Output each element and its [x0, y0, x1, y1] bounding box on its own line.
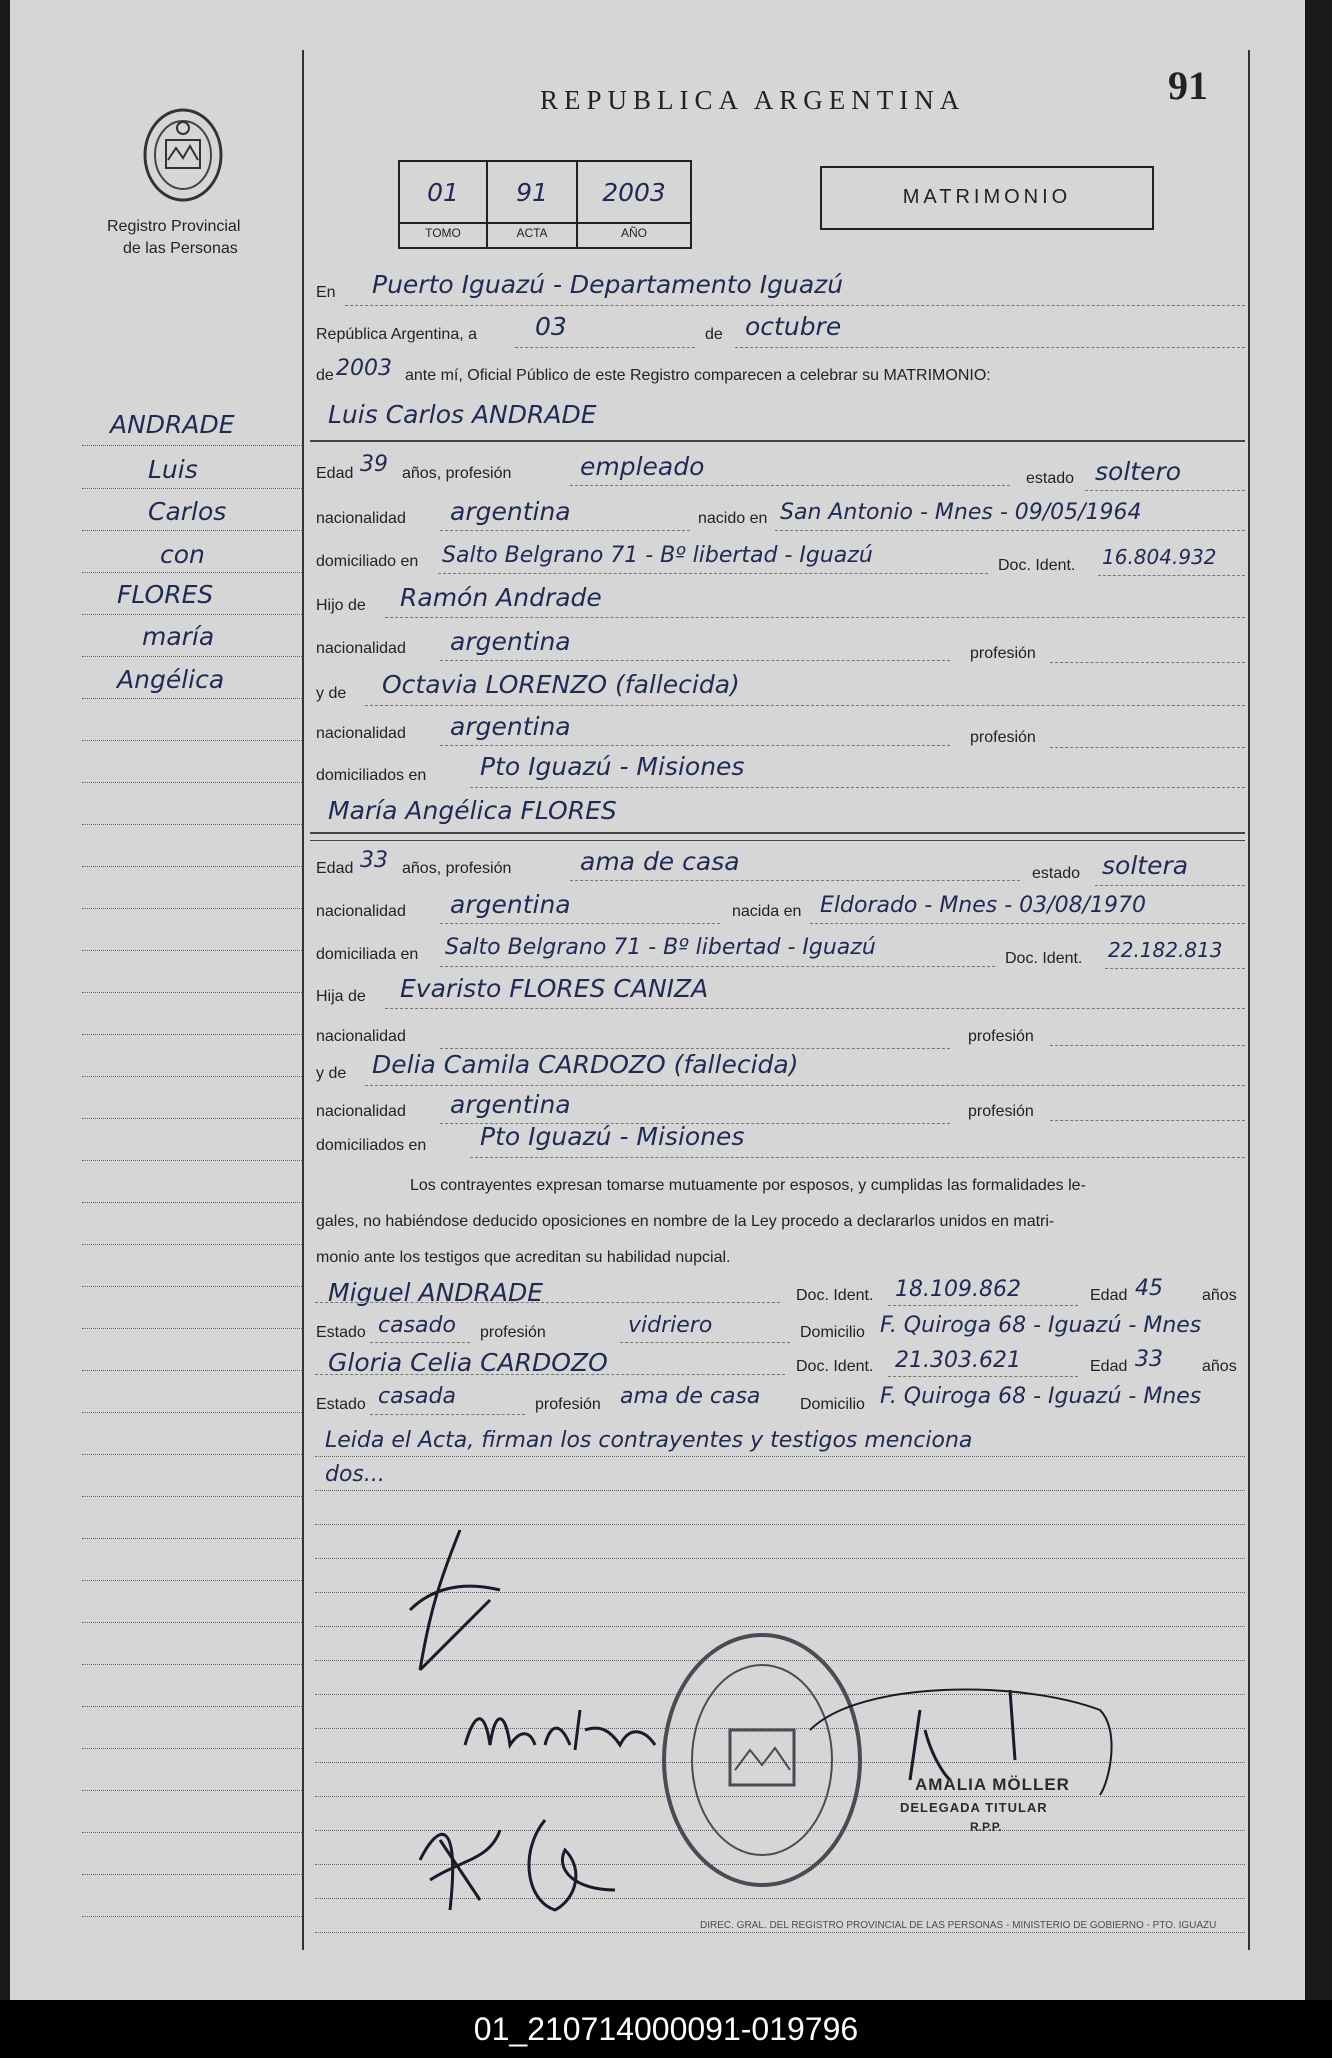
bride-nacionalidad-label: nacionalidad	[316, 903, 406, 920]
ano-label: AÑO	[620, 226, 647, 240]
witness2-estado-label: Estado	[316, 1396, 366, 1413]
witness2-doc: 21.303.621	[895, 1348, 1021, 1373]
witness1-profesion-label: profesión	[480, 1324, 546, 1341]
tomo-value: 01	[427, 178, 459, 207]
bride-hija-label: Hija de	[316, 988, 366, 1005]
official-org-stamp: R.P.P.	[970, 1820, 1002, 1834]
groom-father-nac: argentina	[450, 627, 571, 656]
witness2-doc-label: Doc. Ident.	[796, 1358, 874, 1375]
intro-text: ante mí, Oficial Público de este Registro comparecen a celebrar su MATRIMONIO:	[405, 367, 991, 384]
left-column-rule	[302, 50, 304, 1950]
margin-surname-bride: FLORES	[117, 580, 214, 609]
bride-doc: 22.182.813	[1108, 938, 1223, 962]
signature-witness2	[515, 1800, 625, 1920]
witness1-anos-label: años	[1202, 1287, 1237, 1304]
country-title: REPUBLICA ARGENTINA	[540, 85, 966, 115]
groom-edad: 39	[360, 452, 388, 477]
witness2-name: Gloria Celia CARDOZO	[328, 1348, 608, 1377]
bride-edad: 33	[360, 848, 388, 873]
witness1-estado: casado	[378, 1313, 456, 1338]
margin-given-groom-1: Luis	[148, 455, 198, 484]
witness2-edad: 33	[1135, 1347, 1163, 1372]
witness1-doc-label: Doc. Ident.	[796, 1287, 874, 1304]
official-seal-text: DIREC. GRAL. DEL REGISTRO PROVINCIAL DE LAS PERSONAS - MINISTERIO DE GOBIERNO - PTO. IGUAZU	[700, 1920, 1217, 1931]
bride-father: Evaristo FLORES CANIZA	[400, 974, 709, 1003]
margin-given-bride-2: Angélica	[117, 665, 225, 694]
witness1-profesion: vidriero	[628, 1313, 713, 1338]
bride-parents-dom: Pto Iguazú - Misiones	[480, 1122, 745, 1151]
witness2-profesion-label: profesión	[535, 1396, 601, 1413]
witness2-edad-label: Edad	[1090, 1358, 1128, 1375]
page-number: 91	[1168, 63, 1208, 108]
groom-nacionalidad-label: nacionalidad	[316, 510, 406, 527]
bride-profesion-label: años, profesión	[402, 860, 512, 877]
witness2-anos-label: años	[1202, 1358, 1237, 1375]
ano-value: 2003	[602, 178, 666, 207]
declaration-line3: monio ante los testigos que acreditan su habilidad nupcial.	[316, 1249, 731, 1266]
groom-parents-dom: Pto Iguazú - Misiones	[480, 752, 745, 781]
witness2-domicilio-label: Domicilio	[800, 1396, 865, 1413]
groom-doc: 16.804.932	[1102, 545, 1217, 569]
groom-mother-prof-label: profesión	[970, 729, 1036, 746]
registry-name-line2: de las Personas	[123, 240, 238, 257]
witness2-domicilio: F. Quiroga 68 - Iguazú - Mnes	[880, 1384, 1202, 1409]
registry-name-line1: Registro Provincial	[107, 218, 241, 235]
declaration-line1: Los contrayentes expresan tomarse mutuamente por esposos, y cumplidas las formalidades le-	[410, 1177, 1086, 1194]
witness1-name: Miguel ANDRADE	[328, 1278, 544, 1307]
margin-surname-groom: ANDRADE	[110, 410, 235, 439]
margin-given-groom-2: Carlos	[148, 497, 227, 526]
bride-father-nac-label: nacionalidad	[316, 1028, 406, 1045]
groom-doc-label: Doc. Ident.	[998, 557, 1076, 574]
groom-nacido-label: nacido en	[698, 510, 768, 527]
en-label: En	[316, 284, 336, 301]
document-page	[10, 0, 1305, 2000]
record-number-box	[398, 160, 692, 249]
groom-estado: soltero	[1095, 457, 1182, 486]
bride-domicilio: Salto Belgrano 71 - Bº libertad - Iguazú	[445, 935, 876, 960]
record-type-box	[820, 166, 1154, 230]
bride-mother-prof-label: profesión	[968, 1103, 1034, 1120]
groom-name: Luis Carlos ANDRADE	[328, 400, 597, 429]
closing-line1: Leida el Acta, firman los contrayentes y testigos menciona	[325, 1428, 973, 1453]
groom-domicilio: Salto Belgrano 71 - Bº libertad - Iguazú	[442, 543, 873, 568]
place-value: Puerto Iguazú - Departamento Iguazú	[372, 270, 844, 299]
bride-nacida-label: nacida en	[732, 903, 802, 920]
bride-mother-nac-label: nacionalidad	[316, 1103, 406, 1120]
bride-name: María Angélica FLORES	[328, 796, 617, 825]
bride-yde-label: y de	[316, 1065, 347, 1082]
groom-estado-label: estado	[1026, 470, 1075, 487]
groom-parents-dom-label: domiciliados en	[316, 767, 427, 784]
groom-father-prof-label: profesión	[970, 645, 1036, 662]
acta-label: ACTA	[516, 226, 548, 240]
groom-father-nac-label: nacionalidad	[316, 640, 406, 657]
witness2-profesion: ama de casa	[620, 1384, 761, 1409]
tomo-label: TOMO	[425, 226, 461, 240]
signature-bride	[460, 1700, 660, 1769]
declaration-line2: gales, no habiéndose deducido oposiciones en nombre de la Ley procedo a declararlos unidos en matri-	[316, 1213, 1055, 1230]
right-margin-rule	[1248, 50, 1250, 1950]
bride-edad-label: Edad	[316, 860, 354, 877]
witness1-edad: 45	[1135, 1276, 1163, 1301]
groom-yde-label: y de	[316, 685, 347, 702]
groom-hijo-label: Hijo de	[316, 597, 366, 614]
witness1-estado-label: Estado	[316, 1324, 366, 1341]
republica-label: República Argentina, a	[316, 326, 477, 343]
groom-profesion-label: años, profesión	[402, 465, 512, 482]
record-type: MATRIMONIO	[902, 186, 1072, 208]
margin-given-bride-1: maría	[142, 622, 215, 651]
bride-mother-nac: argentina	[450, 1090, 571, 1119]
bride-profesion: ama de casa	[580, 847, 740, 876]
witness1-doc: 18.109.862	[895, 1277, 1021, 1302]
bride-mother: Delia Camila CARDOZO (fallecida)	[372, 1050, 799, 1079]
bride-estado: soltera	[1102, 851, 1189, 880]
bride-domicilio-label: domiciliada en	[316, 946, 419, 963]
groom-father: Ramón Andrade	[400, 583, 602, 612]
bride-estado-label: estado	[1032, 865, 1081, 882]
bride-nacida: Eldorado - Mnes - 03/08/1970	[820, 893, 1146, 918]
de-label: de	[705, 326, 723, 343]
bride-parents-dom-label: domiciliados en	[316, 1137, 427, 1154]
closing-line2: dos...	[325, 1462, 385, 1487]
witness1-domicilio-label: Domicilio	[800, 1324, 865, 1341]
groom-mother-nac: argentina	[450, 712, 571, 741]
groom-mother: Octavia LORENZO (fallecida)	[382, 670, 740, 699]
acta-value: 91	[516, 178, 548, 207]
signature-witness1	[410, 1800, 510, 1920]
groom-profesion: empleado	[580, 452, 705, 481]
groom-nacionalidad: argentina	[450, 497, 571, 526]
signature-groom	[390, 1520, 510, 1680]
marriage-month: octubre	[745, 312, 842, 341]
witness1-edad-label: Edad	[1090, 1287, 1128, 1304]
marriage-day: 03	[535, 312, 567, 341]
groom-mother-nac-label: nacionalidad	[316, 725, 406, 742]
bride-nacionalidad: argentina	[450, 890, 571, 919]
groom-domicilio-label: domiciliado en	[316, 553, 419, 570]
witness1-domicilio: F. Quiroga 68 - Iguazú - Mnes	[880, 1313, 1202, 1338]
official-title-stamp: DELEGADA TITULAR	[900, 1800, 1048, 1815]
provincial-emblem	[138, 100, 228, 205]
margin-con: con	[160, 540, 205, 569]
de2-label: de	[316, 367, 334, 384]
witness2-estado: casada	[378, 1384, 456, 1409]
footer-identifier: 01_210714000091-019796	[0, 2000, 1332, 2058]
bride-doc-label: Doc. Ident.	[1005, 950, 1083, 967]
marriage-year: 2003	[336, 356, 392, 381]
groom-nacido: San Antonio - Mnes - 09/05/1964	[780, 500, 1142, 525]
official-name-stamp: AMALIA MÖLLER	[915, 1775, 1070, 1794]
bride-father-prof-label: profesión	[968, 1028, 1034, 1045]
groom-edad-label: Edad	[316, 465, 354, 482]
